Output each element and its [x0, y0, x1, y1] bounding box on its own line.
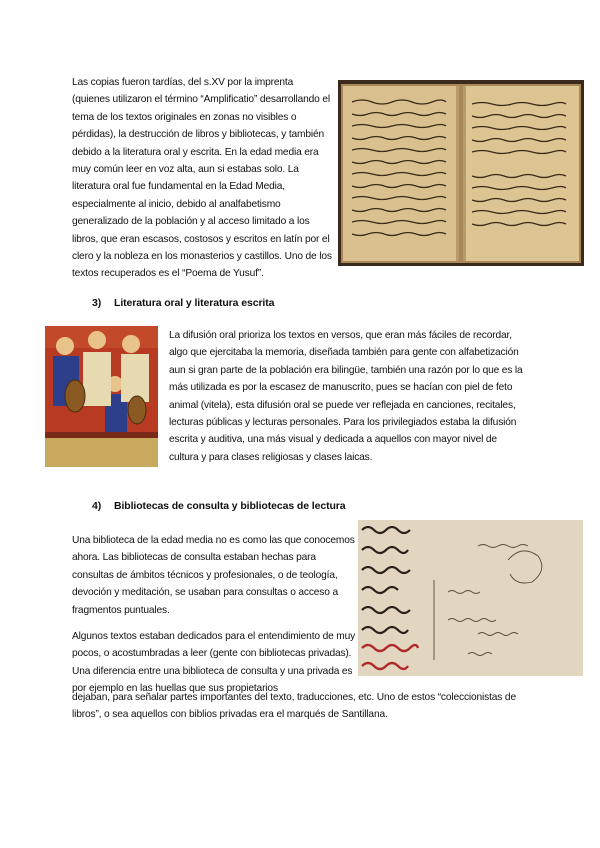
section-3-title: Literatura oral y literatura escrita — [114, 297, 275, 309]
section-4-paragraph-1: Una biblioteca de la edad media no es como las que conocemos ahora. Las bibliotecas de consulta estaban hechas para consultas de ámbitos técnicos y profesionales, o de teología, devoción y meditación, se usaban para consultas o acceso a fragmentos puntuales. — [72, 535, 355, 616]
latin-manuscript-image — [358, 520, 583, 676]
section-4-paragraph-2a: Algunos textos estaban dedicados para el entendimiento de muy pocos, o acostumbradas a leer (gente con bibliotecas privadas). Una diferencia entre una biblioteca de consulta y una privada es por ejemplo en las huellas que sus propietarios — [72, 631, 356, 695]
minstrels-illumination-image — [45, 326, 158, 467]
section-4-number: 4) — [92, 500, 102, 512]
arabic-manuscript-image — [338, 80, 584, 266]
section-4-title: Bibliotecas de consulta y bibliotecas de lectura — [114, 500, 346, 512]
section-4-heading — [92, 500, 346, 512]
section-3-number: 3) — [92, 297, 102, 309]
section-3-heading — [92, 297, 274, 309]
section-4-paragraph-2b: dejaban, para señalar partes importantes del texto, traducciones, etc. Uno de estos “coleccionistas de libros”, o sea aquellos con biblios privadas era el marqués de Santillana. — [72, 692, 516, 721]
intro-paragraph: Las copias fueron tardías, del s.XV por la imprenta (quienes utilizaron el término “Amplificatio” desarrollando el tema de los textos originales en zonas no visibles o pérdidas), la destrucción de libros y bibliotecas, y también debido a la literatura oral y escrita. En la edad media era muy común leer en voz alta, aun si estabas solo. La literatura oral fue fundamental en la Edad Media, especialmente al inicio, debido al analfabetismo generalizado de la población y al acceso limitado a los libros, que eran escasos, costosos y escritos en latín por el clero y la nobleza en los monasterios y castillos. Uno de los textos recuperados es el “Poema de Yusuf”. — [72, 77, 332, 280]
section-3-paragraph: La difusión oral prioriza los textos en versos, que eran más fáciles de recordar, algo que ejercitaba la memoria, diseñada también para gente con alfabetización aun si gran parte de la población era bilingüe, también una razón por lo que es la más utilizada es por la escasez de manuscrito, pues se hacían con piel de feto animal (vitela), esta difusión oral se puede ver reflejada en canciones, recitales, lecturas públicas y lecturas personales. Para los privilegiados estaba la difusión escrita y auditiva, una más visual y dedicada a aquellos con mayor nivel de cultura y para clases religiosas y clases laicas. — [169, 330, 523, 463]
